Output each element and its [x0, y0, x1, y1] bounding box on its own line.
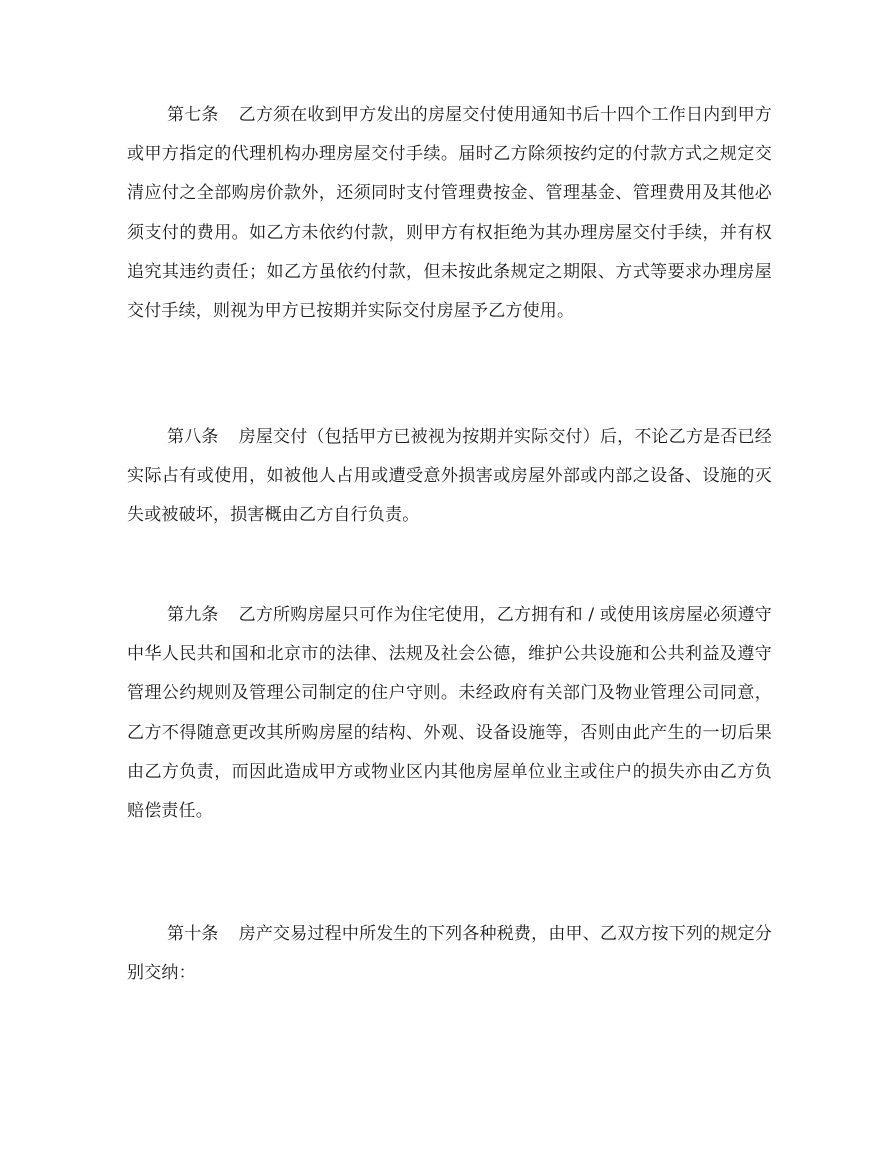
clause-7: [127, 96, 772, 331]
clause-8: [127, 418, 772, 536]
clause-text: 房产交易过程中所发生的下列各种税费，由甲、乙双方按下列的规定分别交纳：: [127, 924, 772, 984]
clause-text: 房屋交付（包括甲方已被视为按期并实际交付）后，不论乙方是否已经实际占有或使用，如被他人占用或遭受意外损害或房屋外部或内部之设备、设施的灭失或被破坏，损害概由乙方自行负责。: [127, 427, 772, 526]
clause-text: 乙方须在收到甲方发出的房屋交付使用通知书后十四个工作日内到甲方或甲方指定的代理机构办理房屋交付手续。届时乙方除须按约定的付款方式之规定交清应付之全部购房价款外，还须同时支付管理费按金、管理基金、管理费用及其他必须支付的费用。如乙方未依约付款，则甲方有权拒绝为其办理房屋交付手续，并有权追究其违约责任；如乙方虽依约付款，但未按此条规定之期限、方式等要求办理房屋交付手续，则视为甲方已按期并实际交付房屋予乙方使用。: [127, 105, 772, 322]
clause-9: [127, 596, 772, 831]
clause-number: 第十条: [167, 924, 219, 944]
clause-number: 第七条: [167, 105, 219, 125]
clause-text: 乙方所购房屋只可作为住宅使用，乙方拥有和 / 或使用该房屋必须遵守中华人民共和国和北京市的法律、法规及社会公德，维护公共设施和公共利益及遵守管理公约规则及管理公司制定的住户守则。未经政府有关部门及物业管理公司同意，乙方不得随意更改其所购房屋的结构、外观、设备设施等，否则由此产生的一切后果由乙方负责，而因此造成甲方或物业区内其他房屋单位业主或住户的损失亦由乙方负赔偿责任。: [127, 605, 772, 822]
clause-number: 第八条: [167, 427, 219, 447]
clause-10: [127, 915, 772, 993]
clause-number: 第九条: [167, 605, 219, 625]
